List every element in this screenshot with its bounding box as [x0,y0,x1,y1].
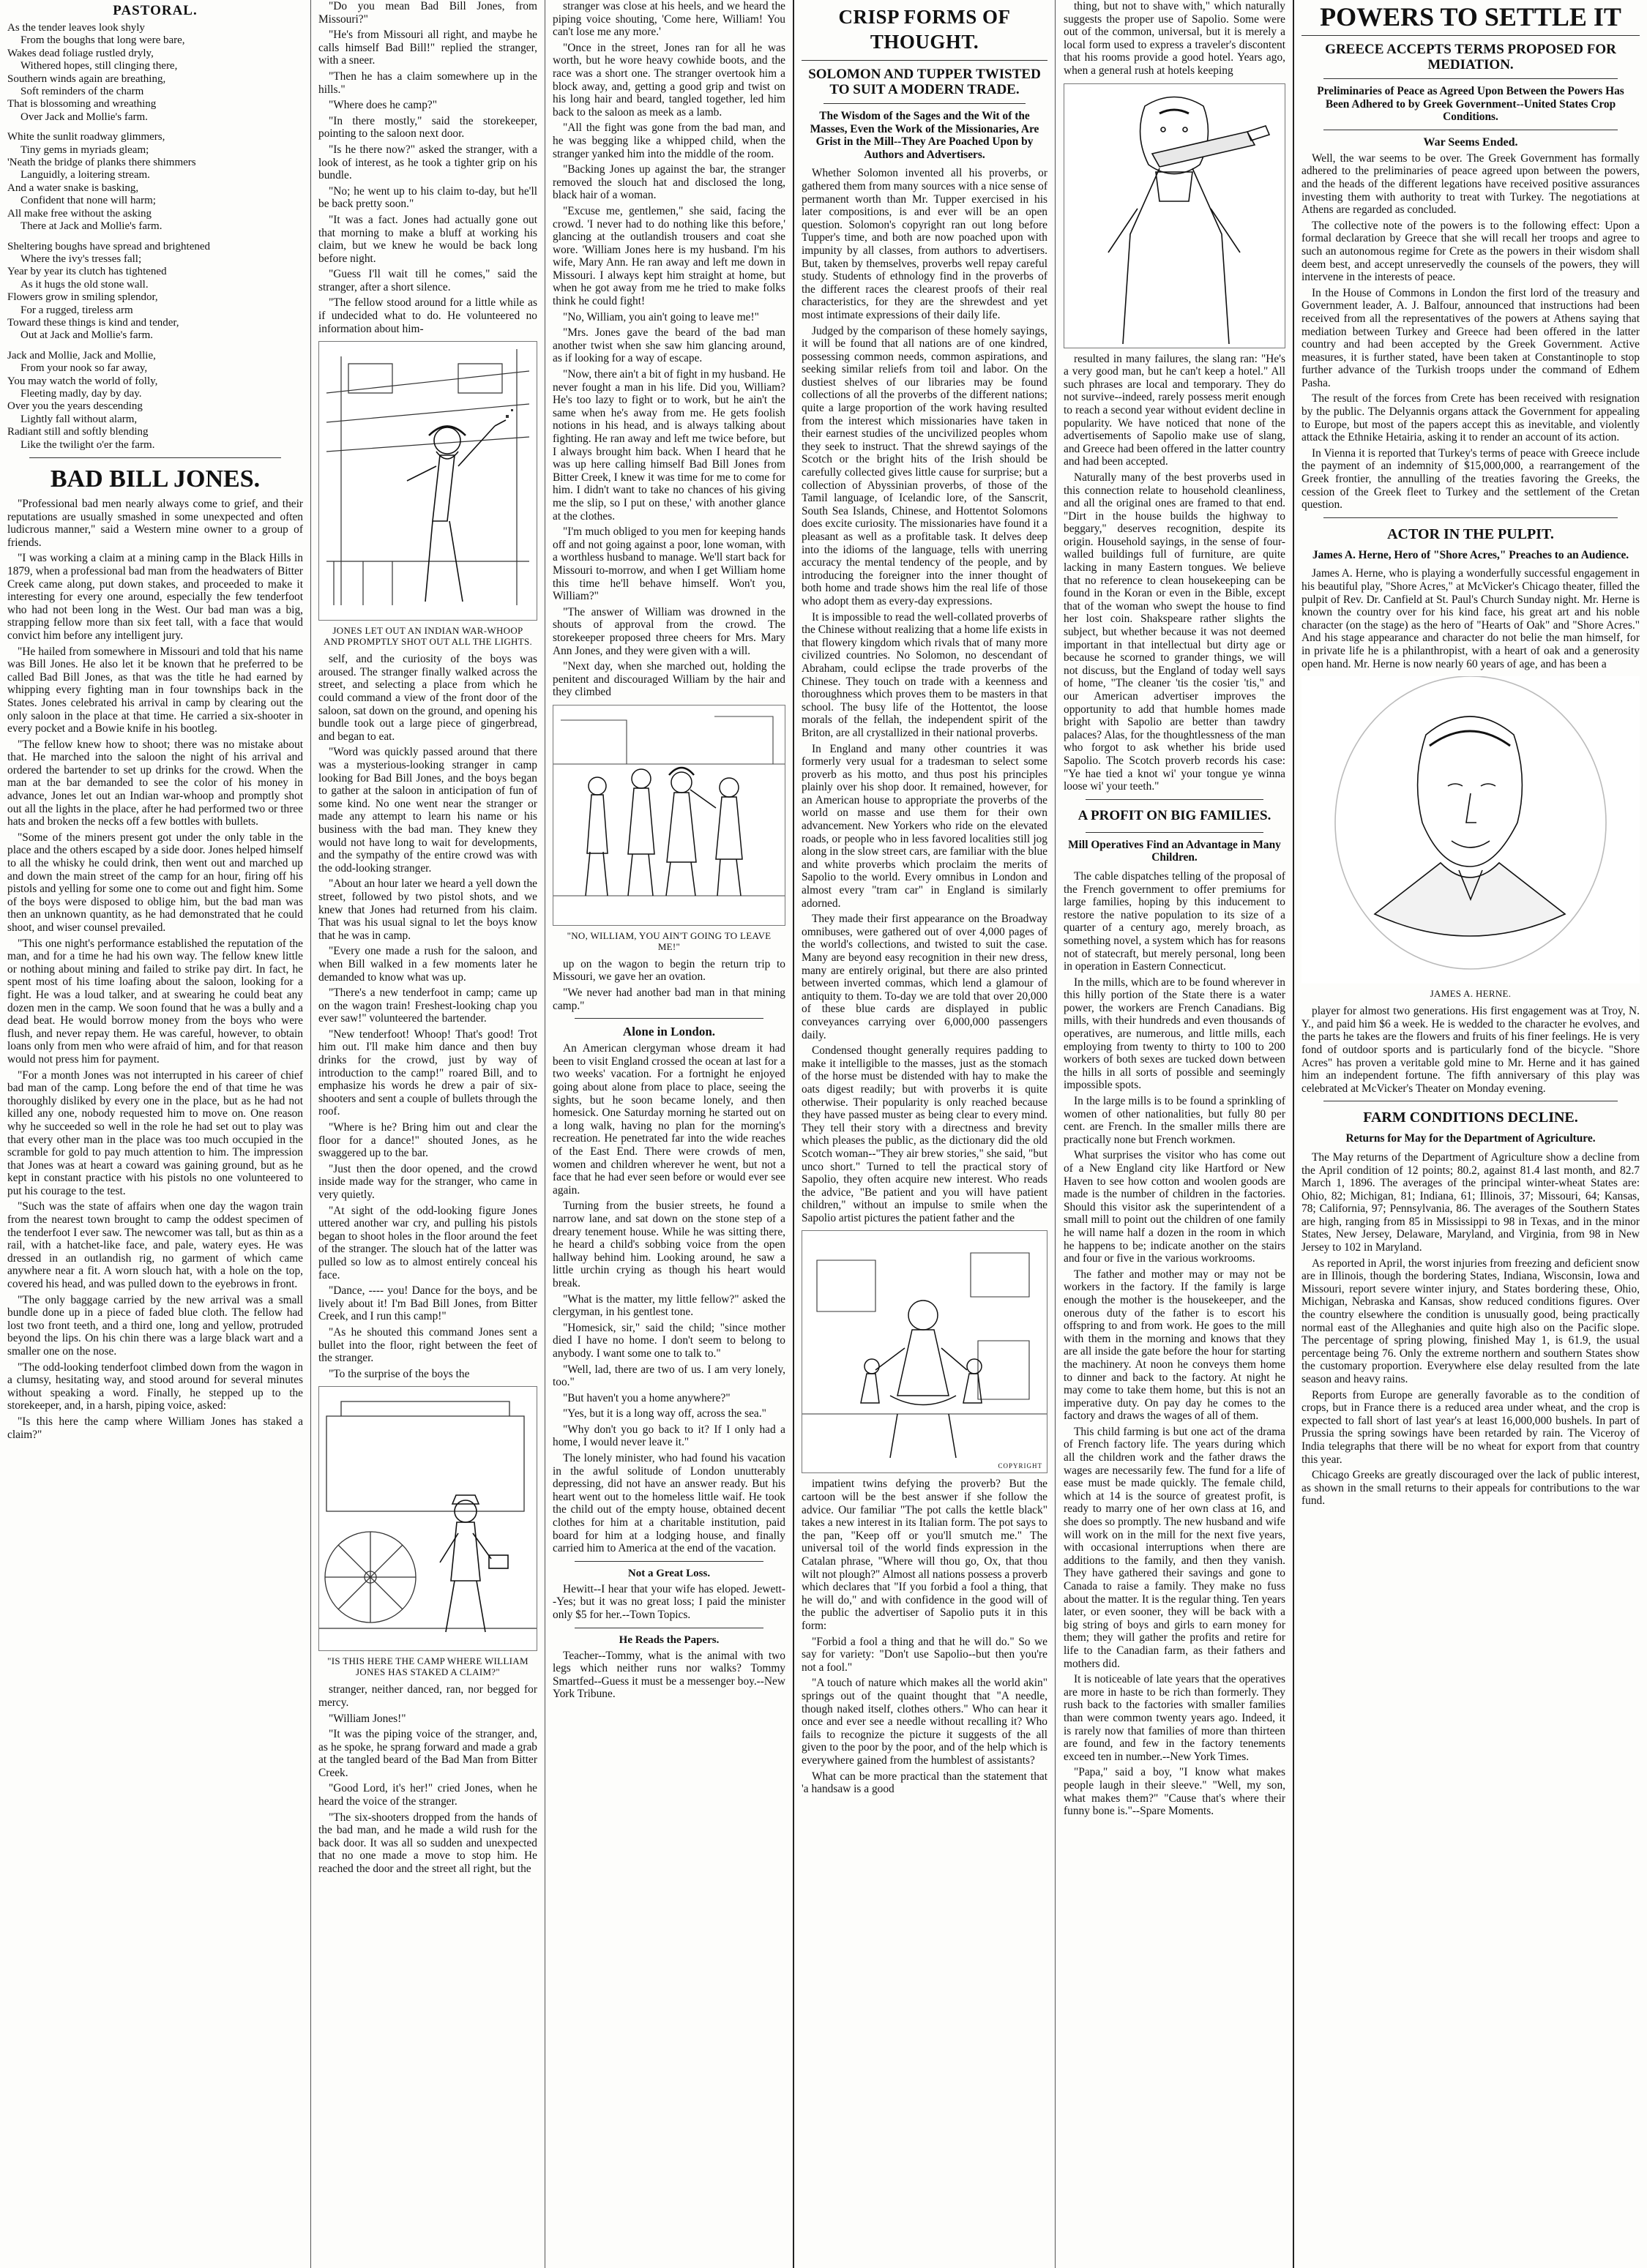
paragraph: "A touch of nature which makes all the world akin" springs out of the quaint thought that "A needle, though naked itself, clothes others." Who can hear it once and ever see a needle without recalling it? Who fails to recognize the picture it suggests of the all given to the poor by the poor, and of the help which is everywhere gained from the humblest of assistants? [802,1677,1047,1767]
illustration-caption: "NO, WILLIAM, YOU AIN'T GOING TO LEAVE ME!" [567,929,772,952]
paragraph: "It was the piping voice of the stranger, and, as he spoke, he sprang forward and made a grab at the tangled beard of the Bad Man from Bitter Creek. [318,1728,537,1779]
subhead-farm-conditions: Returns for May for the Department of Agriculture. [1345,1132,1596,1145]
section-title-great-loss: Not a Great Loss. [627,1567,711,1579]
paragraph: "As he shouted this command Jones sent a bullet into the floor, right between the feet of the stranger. [318,1325,537,1365]
article-text [802,167,1047,1224]
subdeck: The Wisdom of the Sages and the Wit of the Masses, Even the Work of the Missionaries, Are Grist in the Mill--They Are Poached Upon by Authors and Advertisers. [810,110,1039,161]
alone-in-london-text [553,1042,785,1555]
poem-line: There at Jack and Mollie's farm. [20,220,163,233]
illustration-caption: "IS THIS HERE THE CAMP WHERE WILLIAM JONES HAS STAKED A CLAIM?" [327,1655,529,1678]
subdeck: Preliminaries of Peace as Agreed Upon Between the Powers Has Been Adhered to by Greek Government--United States Crop Conditions. [1317,85,1624,124]
paragraph: "It was a fact. Jones had actually gone out that morning to make a bluff at working his claim, but we knew he would be back long before night. [318,213,537,265]
divider [1086,799,1263,800]
paragraph: "Dance, ---- you! Dance for the boys, and be lively about it! I'm Bad Bill Jones, from Bitter Creek, and I run this camp!" [318,1284,537,1323]
paragraph: "We never had another bad man in that mining camp." [553,987,785,1012]
story-title: BAD BILL JONES. [50,465,261,493]
paragraph: "Yes, but it is a long way off, across the sea." [563,1407,766,1421]
paragraph: The May returns of the Department of Agriculture show a decline from the April condition of 12 points; 80.2, against 81.4 last month, and 82.7 March 1, 1896. The averages of the principal winter-wheat States are: Ohio, 82; Michigan, 81; Indiana, 61; Illinois, 37; Missouri, 64; Kansas, 78; California, 97; Pennsylvania, 86. The averages of the Southern States are high, ranging from 85 in Mississippi to 98 in Texas, and in the minor States, New Jersey, Delaware, Maryland, and Virginia, from 98 in New Jersey to 102 in Maryland. [1301,1150,1640,1254]
section-title-alone-in-london: Alone in London. [622,1025,716,1039]
column-1 [0,0,310,2268]
poem-line: And a water snake is basking, [7,181,139,194]
paragraph: "Papa," said a boy, "I know what makes people laugh in their sleeve." "Well, my son, what makes them?" "Cause that's where their funny bone is."--Spare Moments. [1064,1766,1285,1818]
illustration-wagon-stranger [318,1386,537,1651]
poem-line: From the boughs that long were bare, [20,34,185,47]
poem-stanza [7,131,303,233]
paragraph: The result of the forces from Crete has been received with resignation by the public. The Delyannis organs attack the Government for appealing to Europe, but most of the papers accept this as inevitable, and violently attack the Ethnike Hetairia, asking it to render an account of its action. [1301,392,1640,444]
war-text [1301,152,1640,512]
poem-line: Tiny gems in myriads gleam; [20,143,149,156]
paragraph: "Is he there now?" asked the stranger, with a look of interest, as he took a tighter grip on his bundle. [318,143,537,182]
article-text-continued [802,1478,1047,1795]
story-text [7,498,303,1441]
paragraph: "The fellow knew how to shoot; there was no mistake about that. He marched into the saloon the night of his arrival and ordered the bartender to set up drinks for the crowd. When the man at the bar demanded to see the color of his money in advance, Jones let out an Indian war-whoop and promptly shot out all the lights in the place, after he had performed two or three hats and broken the necks off a few bottles with bullets. [7,738,303,828]
paragraph: As reported in April, the worst injuries from freezing and deficient snow are in Illinois, though the bordering States, Indiana, Wisconsin, Iowa and Missouri, report severe winter injury, and States bordering these, Ohio, Michigan, Nebraska and Kansas, show reduced conditions figures. Over the country elsewhere the condition is unusually good, being practically normal east of the Alleghanies and quite high also on the Pacific slope. The percentage of spring plowing, finished May 1, is 61.9, the usual percentage being 76. Only the extreme northern and southern States show the customary proportion. Everywhere else delay resulted from the late season and heavy rains. [1301,1257,1640,1385]
paragraph: "No, William, you ain't going to leave me!" [563,310,759,323]
poem-line: Jack and Mollie, Jack and Mollie, [7,349,156,362]
poem-line: Withered hopes, still clinging there, [20,60,178,72]
paragraph: "Why don't you go back to it? If I only had a home, I would never leave it." [553,1423,785,1449]
paragraph: Judged by the comparison of these homely sayings, it will be found that all nations are of one kindred, possessing common needs, common aspirations, and seeking similar reliefs from toil and labor. On the dustiest shelves of our libraries may be found collections of all the proverbs of the different nations; quite a large proportion of the work having resulted from the interest which missionaries have taken in their earnest studies of the uncivilized peoples whom they seek to instruct. That the shrewd sayings of the Scotch or the bright hits of the Irish should be carefully collected gives little cause for surprise; but a collection of Abyssinian proverbs, of those of the Tamil language, of Icelandic lore, of the Sanscrit, South Sea Islands, Chinese, and Hottentot Solomons does excite curiosity. The missionaries have found it a pleasant as well as a profitable task. It delves deep into the idioms of the language, tells with unerring accuracy the mental tendency of the people, and by introducing the foreigner into the inner thought of both home and trade shows him the real life of those who adopt them as every-day expressions. [802,324,1047,607]
divider [575,1561,763,1562]
poem-line: Sheltering boughs have spread and brightened [7,240,211,252]
divider [29,457,281,458]
poem-line: That is blossoming and wreathing [7,98,157,111]
poem-line: Confident that none will harm; [20,195,156,207]
paragraph: The father and mother may or may not be workers in the factory. If the family is large enough the mother is the housekeeper, and the onerous duty of the father is to escort his offspring to and from work. He goes to the mill with them in the morning and knows that they are all inside the gate before the hour for starting the machinery. At noon he conveys them home to dinner and back to the factory. At night he may come to take them home, but this is not an imperative duty. On pay day he comes to the factory and draws the wages of all of them. [1064,1268,1285,1423]
paragraph: "About an hour later we heard a yell down the street, followed by two pistol shots, and we knew that Jones had returned from his claim. That was his usual signal to let the boys know that he was in camp. [318,877,537,942]
paragraph: "Homesick, sir," said the child; "since mother died I have no home. I don't seem to belong to anybody. I want some one to talk to." [553,1321,785,1360]
column-2 [311,0,545,2268]
papers-text: Teacher--Tommy, what is the animal with two legs which neither runs nor walks? Tommy Smartfed--Guess it must be a messenger boy.--New York Tribune. [553,1649,785,1701]
poem-line: Wakes dead foliage rustled dryly, [7,47,154,59]
paragraph: "To the surprise of the boys the [329,1367,470,1380]
paragraph: Reports from Europe are generally favorable as to the condition of crops, but in France there is a reduced area under wheat, and the crop is expected to fall short of last year's at least 16,000,000 bushels. In part of Prussia the spring sowings have been retarded by rain. The Viceroy of India telegraphs that there will be no wheat for export from that country this year. [1301,1388,1640,1466]
paragraph: "New tenderfoot! Whoop! That's good! Trot him out. I'll make him dance and then buy drinks for the crowd, just by way of introduction to the camp!" roared Bill, and to emphasize his words he drew a pair of six-shooters and sent a couple of bullets through the roof. [318,1028,537,1118]
paragraph: impatient twins defying the proverb? But the cartoon will be the best answer if she follow the advice. Our familiar "The pot calls the kettle black" takes a new interest in its Italian form. The pot says to the pan, "Keep off or you'll smutch me." The universal toil of the world finds expression in the Catalan phrase, "Where will thou go, Ox, that thou wilt not plough?" Almost all nations possess a proverb which declares that "If you forbid a fool a thing, that he will do," and with confidence in the good will of the public the advertiser of Sapolio puts it in this form: [802,1478,1047,1632]
paragraph: This child farming is but one act of the drama of French factory life. The years during which all the children work and the father draws the wages are necessarily few. The fund for a life of ease must be made quickly. The female child, which at 14 is the source of greatest profit, is ready to marry one of her own class at 16, and she does so promptly. The new husband and wife will work on in the mill for the next five years, with occasional interruptions when there are additions to the family, and then they vanish. They have gathered their savings and gone to Canada to raise a family. They make no fuss about the matter. It is the regular thing. Ten years later, or even sooner, they will be back with a big string of boys and girls to earn money for them; they will gather the profits and retire for life to the Canadian farm, as their fathers and mothers did. [1064,1425,1285,1670]
poem-line: Fleeting madly, day by day. [20,387,142,400]
paragraph: "I was working a claim at a mining camp in the Black Hills in 1879, when a professional bad man from the headwaters of Bitter Creek came along, put down stakes, and proceeded to make it interesting for every one around, especially the few tenderfoot who had not been long in the West. Our bad man was a big, strapping fellow more than six feet tall, with a face that would convict him before any intelligent jury. [7,552,303,642]
copyright-mark: COPYRIGHT [998,1462,1042,1470]
divider [824,103,1026,104]
story-text-continued [318,0,537,335]
poem-line: Where the ivy's tresses fall; [20,252,142,265]
poem-line: 'Neath the bridge of planks there shimmers [7,157,196,169]
poem-line: Year by year its clutch has tightened [7,266,167,278]
paragraph: "All the fight was gone from the bad man, and he was begging like a whipped child, when the stranger yanked him into the middle of the room. [553,121,785,160]
paragraph: Naturally many of the best proverbs used in this connection relate to household cleanliness, and all the original ones are framed to that end. "Dirt in the house builds the highway to beggary," deserves recognition, despite its origin. Household sayings, in the sense of four-walled buildings full of furniture, are quite lacking in many Eastern tongues. We believe that no reference to clean housekeeping can be found in the Koran or even in the Bible, except that of the woman who swept the house to find her lost coin. Shakspeare rather slights the subject, but whether because it was not deemed important in that intellectual but dirty age or because he scorned to grander things, we will not discuss, but the England of today well says of home, "The cleaner 'tis the cosier 'tis," and our American advertiser improves the opportunity to add that humble homes made bright with Sapolio are better than tawdry palaces? Alas, for the thoughtlessness of the man who forgot to ask whether his bride used Sapolio. The Scotch proverb records his case: "Ye hae tied a knot wi' your tongue ye winna loose wi' your teeth." [1064,471,1285,793]
divider [1086,832,1263,833]
paragraph: It is impossible to read the well-collated proverbs of the Chinese without realizing that a home life exists in that flowery kingdom which rivals that of many more civilized countries. No Solomon, no descendant of Abraham, could eclipse the trade proverbs of the Chinese. They touch on trade with a keenness and thoroughness which proves them to be masters in that school. The busy life of the Hottentot, the loose morals of the fellah, the independent spirit of the Briton, are all crystallized in their national proverbs. [802,610,1047,739]
poem-line: Soft reminders of the charm [20,86,144,98]
paragraph: An American clergyman whose dream it had been to visit England crossed the ocean at last for a two weeks' vacation. For a fortnight he enjoyed going about alone from place to place, seeing the sights, but he soon became lonely, and then homesick. One Saturday morning he started out on a long walk, having no plan for the morning's recreation. He penetrated far into the wide reaches of the East End. There were crowds of men, women and children wherever he went, but not a face that he had ever seen before or would ever see again. [553,1042,785,1197]
poem-stanza [7,350,303,452]
paragraph: They made their first appearance on the Broadway omnibuses, were gathered out of over 4,000 pages of the world's collections, and twisted to suit the case. Many are beyond easy recognition in their new dress, many are entirely original, but there are also printed between inverted commas, which lend a glamour of antiquity to them. To-day we are told that over 20,000 of these blue cards are displayed in public conveyances carrying over 6,000,000 passengers daily. [802,913,1047,1041]
headline-profit-big-families: A PROFIT ON BIG FAMILIES. [1078,807,1271,823]
poem-stanza [7,241,303,343]
paragraph: self, and the curiosity of the boys was aroused. The stranger finally walked across the street, and selecting a place from which he could command a view of the front door of the saloon, sat down on the ground, and opening his bundle took out a large piece of gingerbread, and began to eat. [318,653,537,743]
paragraph: In the House of Commons in London the first lord of the treasury and Government leader, A. J. Balfour, announced that instructions had been received from all the representatives of the powers at Athens saying that mediation between Turkey and Greece had been offered in the latter country and had been accepted by the Greek Government. Active measures, it is further stated, have been taken at Constantinople to stop further advance of the Turkish troops under the command of Edhem Pasha. [1301,286,1640,389]
paragraph: What can be more practical than the statement that 'a handsaw is a good [802,1770,1047,1796]
paragraph: up on the wagon to begin the return trip to Missouri, we gave her an ovation. [553,957,785,984]
farm-text [1301,1151,1640,1508]
poem-title: PASTORAL. [113,3,198,18]
poem [7,22,303,452]
illustration-sapolio-cartoon [802,1230,1047,1473]
column-6 [1294,0,1647,2268]
poem-line: Languidly, a loitering stream. [20,169,150,181]
paragraph: "Guess I'll wait till he comes," said the stranger, after a short silence. [318,268,537,293]
subhead-actor-pulpit: James A. Herne, Hero of "Shore Acres," Preaches to an Audience. [1312,548,1629,561]
headline-powers-to-settle: POWERS TO SETTLE IT [1320,2,1621,31]
paragraph: In the large mills is to be found a sprinkling of women of other nationalities, but fully 80 per cent. are French. In the smaller mills there are practically none but French workmen. [1064,1095,1285,1146]
great-loss-text: Hewitt--I hear that your wife has eloped. Jewett--Yes; but it was no great loss; I paid the minister only $5 for her.--Town Topics. [553,1582,785,1621]
actor-text [1301,567,1640,670]
paragraph: James A. Herne, who is playing a wonderfully successful engagement in his beautiful play, "Shore Acres," at McVicker's Chicago theater, filled the pulpit of Rev. Dr. Canfield at St. Paul's Church Sunday night. Mr. Herne is known the country over for his kind face, his great art and his noble character (on the stage) as the hero of "Hearts of Oak" and "Shore Acres." And his stage appearance and character do not belie the man himself, for in private life he is a philanthropist, with a heart of oak and a generosity open hand. Mr. Herne is now nearly 60 years of age, and has been a [1301,567,1640,670]
deck: SOLOMON AND TUPPER TWISTED TO SUIT A MODERN TRADE. [808,67,1041,97]
paragraph: "For a month Jones was not interrupted in his career of chief bad man of the camp. Long before the end of that time he was thoroughly disliked by every one in the place, but as he had not killed any one, nobody requested him to move on. One reason why he succeeded so well in the role he had set out to play was that every other man in the place was too much occupied in the scramble for gold to pay much attention to him. The impression that Jones was at heart a coward was gaining ground, but as he kept in constant practice with his pistols no one volunteered to put his courage to the test. [7,1068,303,1197]
paragraph: "The answer of William was drowned in the shouts of approval from the crowd. The storekeeper proposed three cheers for Mrs. Mary Ann Jones, and they were given with a will. [553,605,785,657]
paragraph: Turning from the busier streets, he found a narrow lane, and sat down on the stone step of a dreary tenement house. While he was sitting there, he heard a child's sobbing voice from the open hallway behind him. Looking around, he saw a little urchin crying as though his heart would break. [553,1200,785,1290]
paragraph: player for almost two generations. His first engagement was at Troy, N. Y., and paid him $6 a week. He is wedded to the character he evolves, and the parts he takes are the flowers and fruits of his finer feelings. He is very fond of outdoor sports and is particularly fond of the bicycle. "Shore Acres" has proven a veritable gold mine to Mr. Herne and it has gained him an independent fortune. The fifth anniversary of this play was celebrated at McVicker's Theater on Monday evening. [1301,1005,1640,1095]
paragraph: stranger, neither danced, ran, nor begged for mercy. [318,1683,537,1709]
actor-text-continued [1301,1005,1640,1095]
divider [1323,78,1618,79]
paragraph: "Good Lord, it's her!" cried Jones, when he heard the voice of the stranger. [318,1782,537,1808]
paragraph: "I'm much obliged to you men for keeping hands off and not going against a poor, lone woman, with a worthless husband to manage. We'll start back for Missouri to-morrow, and when I get William home this time he'll behave himself. Won't you, William?" [553,525,785,603]
paragraph: "Professional bad men nearly always come to grief, and their reputations are usually smashed in some unexpected and often ludicrous manner," said a Western mine owner to a group of friends. [7,498,303,549]
paragraph: In the mills, which are to be found wherever in this hilly portion of the State there is a water power, the workers are French Canadians. Big mills, with their hundreds and even thousands of operatives, are numerous, and little mills, each employing from twenty to thirty to 100 to 200 workers of both sexes are tucked down between the hills in all sorts of possible and seemingly impossible spots. [1064,976,1285,1092]
paragraph: "Once in the street, Jones ran for all he was worth, but he wore heavy cowhide boots, and the race was a short one. The stranger overtook him a block away, and, getting a good grip and twist on his long hair and beard, tangled together, led him back to the saloon as meek as a lamb. [553,41,785,119]
article-text-continued [1064,353,1285,793]
article-text-continued [1064,0,1285,78]
poem-line: Lightly fall without alarm, [20,413,138,425]
paragraph: Whether Solomon invented all his proverbs, or gathered them from many sources with a nice sense of permanent worth than Mr. Tupper exercised in his later compositions, is and ever will be an open question. Solomon's copyright ran out long before Tupper's time, and both are now poached upon with impunity by all classes, from authors to advertisers. But, taken by themselves, proverbs well repay careful study. Students of ethnology find in the proverbs of the different races the clearest proofs of their real characteristics, for they are the shrewdest and yet most intimate expressions of their daily life. [802,167,1047,321]
deck: GREECE ACCEPTS TERMS PROPOSED FOR MEDIATION. [1325,42,1616,72]
column-4 [794,0,1055,2268]
paragraph: "Where is he? Bring him out and clear the floor for a dance!" shouted Jones, as he swaggered up to the bar. [318,1121,537,1160]
paragraph: "What is the matter, my little fellow?" asked the clergyman, in his gentlest tone. [553,1292,785,1319]
poem-line: Radiant still and softly blending [7,426,149,438]
paragraph: The lonely minister, who had found his vacation in the awful solitude of London unutterably depressing, did not have an answer ready. But his heart went out to the homeless little waif. He took the child out of the empty house, obtained decent clothes for him at a charitable institution, paid board for him at a lodging house, and finally carried him to America at the end of the vacation. [553,1452,785,1555]
divider [575,1018,763,1019]
poem-stanza [7,22,303,124]
profit-text [1064,870,1285,1818]
paragraph: thing, but not to shave with," which naturally suggests the proper use of Sapolio. Some were out of the common, universal, but it is merely a local form used to express a traveler's discontent that his rooms provide a good hotel. Years ago, when a general rush at hotels keeping [1064,0,1285,77]
paragraph: In England and many other countries it was formerly very usual for a tradesman to select some proverb as his motto, and thus post his principles plainly over his shop door. It remained, however, for an American house to appropriate the proverbs of the world on masse and use them for their own advancement. New Yorkers who ride on the elevated roads, or people who in less favored localities still jog along in the slow street cars, are familiar with the blue and white proverbs which proclaim the merits of Sapolio to the world. Every omnibus in London and almost every "tram car" in England is similarly adorned. [802,742,1047,910]
illustration-wife-and-husband [553,705,785,926]
paragraph: "Well, lad, there are two of us. I am very lonely, too." [553,1363,785,1389]
divider [1301,35,1640,36]
paragraph: "Excuse me, gentlemen," she said, facing the crowd. 'I never had to do nothing like this before,' glancing at the outlandish trousers and coat she wore. 'William Jones here is my husband. I'm his wife, Mary Ann. He ran away and left me down in Missouri. I always kept him straight at home, but when he got away from me he tried to make folks think he could fight! [553,204,785,308]
paragraph: "Mrs. Jones gave the beard of the bad man another twist when she saw him glancing around, as if looking for a way of escape. [553,326,785,365]
paragraph: "Where does he camp?" [329,99,438,112]
poem-line: Toward these things is kind and tender, [7,316,179,329]
column-3 [545,0,793,2268]
paragraph: "William Jones!" [329,1712,406,1725]
paragraph: "Next day, when she marched out, holding the penitent and discouraged William by the hair and they climbed [553,660,785,699]
headline-actor-pulpit: ACTOR IN THE PULPIT. [1387,525,1554,542]
paragraph: "He hailed from somewhere in Missouri and told that his name was Bill Jones. He also let it be known that he preferred to be called Bad Bill Jones, as that was the title he had earned by whipping every fighting man in four townships back in the States. Jones celebrated his arrival in camp by clearing out the only saloon in the place at that time. He carried a six-shooter in every pocket and a Bowie knife in his bootleg. [7,645,303,736]
paragraph: stranger was close at his heels, and we heard the piping voice shouting, 'Come here, William! You can't lose me any more.' [553,0,785,39]
paragraph: "Now, there ain't a bit of fight in my husband. He never fought a man in his life. Did you, William? He's too lazy to fight or to work, but he ain't the same when he's away from me. He gets foolish notions in his head, and is always talking about fighting. He ran away and left me twice before, but I always brought him back. When I heard that he was up here calling himself Bad Bill Jones from Bitter Creek, I knew it was time for me to come for him. I didn't want to take no chances of his giving me the slip, so I put on these,' with another glance at the clothes. [553,368,785,523]
paragraph: "Every one made a rush for the saloon, and when Bill walked in a few moments later he demanded to know what was up. [318,945,537,984]
paragraph: "This one night's performance established the reputation of the man, and for a time he had his own way. The fellow knew little or nothing about mining and failed to strike pay dirt. In fact, he spent most of his time loafing about the saloon, looking for a fight. He was a loud talker, and at swearing he could beat any dozen men in the camp. We soon found that he was a bully and a dead beat. He would borrow money from the boys who were flush, and never repay them. He was careful, however, to obtain loans only from men who were afraid of him, and for that reason would not press him for payment. [7,937,303,1066]
paragraph: "But haven't you a home anywhere?" [563,1391,731,1404]
paragraph: In Vienna it is reported that Turkey's terms of peace with Greece include the payment of an indemnity of $15,000,000, a rearrangement of the Greek frontier, the annulling of the treaties favoring the Greeks, the cession of the Greek fleet to Turkey and the settlement of the Cretan question. [1301,446,1640,512]
poem-line: Over Jack and Mollie's farm. [20,111,148,123]
story-text-continued [553,0,785,699]
paragraph: resulted in many failures, the slang ran: "He's a very good man, but he can't keep a hotel." All such phrases are local and temporary. They do not survive--indeed, rarely possess merit enough to reach a second year without evident decline in popularity. We have noticed that none of the advertisements of Sapolio make use of slang, and Greece had been offered in the latter country and had been accepted. [1064,352,1285,468]
paragraph: It is noticeable of late years that the operatives are more in haste to be rich than formerly. They rush back to the factories with smaller families than were common twenty years ago. Indeed, it is rarely now that families of more than thirteen are found, and few in the factory tenements exceed ten in number.--New York Times. [1064,1673,1285,1763]
poem-line: All make free without the asking [7,207,152,220]
poem-line: As it hugs the old stone wall. [20,278,149,291]
paragraph: The cable dispatches telling of the proposal of the French government to offer premiums for large families, hoping by this inducement to restore the native population to its size of a quarter of a century ago, merely broach, as something novel, a system which has for reasons not of statecraft, but merely personal, long been in operation in Eastern Connecticut. [1064,869,1285,973]
story-text-continued [553,958,785,1012]
paragraph: "Do you mean Bad Bill Jones, from Missouri?" [318,0,537,26]
paragraph: "Such was the state of affairs when one day the wagon train from the nearest town brought to camp the oddest specimen of the tenderfoot I ever saw. The newcomer was tall, but as thin as a rail, with a hatchet-like face, and pale, watery eyes. He was dressed in an outlandish rig, no garment of which came anywhere near a fit. A worn slouch hat, with a hole on the top, covered his head, and was pulled down to the eyebrows in front. [7,1200,303,1291]
column-rule [1055,0,1056,2268]
poem-line: From your nook so far away, [20,362,148,375]
paragraph: "He's from Missouri all right, and maybe he calls himself Bad Bill!" replied the stranger, with a sneer. [318,29,537,67]
paragraph: "Forbid a fool a thing and that he will do." So we say for variety: "Don't use Sapolio--but then you're not a fool." [802,1635,1047,1674]
poem-line: Out at Jack and Mollie's farm. [20,329,153,342]
paragraph: "Word was quickly passed around that there was a mysterious-looking stranger in camp looking for Bad Bill Jones, and the boys began to gather at the saloon in anticipation of fun of some kind. No one went near the stranger or made any attempt to learn his name or his business with the bad man. They knew they would not have long to wait for developments, and the sympathy of the entire crowd was with the odd-looking stranger. [318,746,537,875]
headline-farm-conditions: FARM CONDITIONS DECLINE. [1363,1109,1578,1126]
paragraph: The collective note of the powers is to the following effect: Upon a formal declaration by Greece that she will recall her troops and agree to such an autonomous regime for Crete as the powers in their wisdom shall deem best, and accept unreservedly the counsels of the powers, they will intervene in the interests of peace. [1301,219,1640,284]
poem-line: For a rugged, tireless arm [20,304,133,316]
paragraph: "No; he went up to his claim to-day, but he'll be back pretty soon." [318,184,537,211]
divider [1323,517,1618,518]
story-text-continued [318,1683,537,1875]
poem-line: Southern winds again are breathing, [7,72,166,85]
paragraph: "Is this here the camp where William Jones has staked a claim?" [7,1415,303,1441]
section-title-papers: He Reads the Papers. [619,1633,720,1646]
paragraph: "The fellow stood around for a little while as if undecided what to do. He volunteered no information about him- [318,296,537,335]
illustration-saloon-shooting [318,341,537,621]
paragraph: "Some of the miners present got under the only table in the place and the others escaped by a side door. Jones helped himself to all the whisky he could drink, then went out and marched up and down the main street of the camp for an hour, firing off his pistols and yelling for some one to come out and fight him. Some of the boys were disposed to oblige him, but the bad man was then an unknown quantity, as he had demonstrated that he could shoot, and wiser counsel prevailed. [7,831,303,934]
paragraph: "Backing Jones up against the bar, the stranger removed the slouch hat and disclosed the long, black hair of a woman. [553,163,785,202]
portrait-james-herne [1301,676,1640,984]
poem-line: Over you the years descending [7,400,143,413]
portrait-caption: JAMES A. HERNE. [1430,988,1512,1000]
poem-line: Like the twilight o'er the farm. [20,438,155,451]
paragraph: Condensed thought generally requires padding to make it intelligible to the masses, just as the stomach of the horse must be distended with hay to make the oats digest readily; but with proverbs it is quite otherwise. Their popularity is only reached because they have passed muster as being clear to every mind. They tell their story with a directness and brevity which pleases the public, as the dictionary did the old Scotch woman--"They air brew stories," she said, "but unco short." Turned to tell the practical story of Sapolio, they often acquire new interest. Who reads the advice, "Be patient and you will have patient children," without an impulse to smile when the Sapolio artist pictures the patient father and the [802,1044,1047,1224]
paragraph: "The only baggage carried by the new arrival was a small bundle done up in a piece of faded blue cloth. The fellow had lost two front teeth, and a third one, long and yellow, protruded beyond the lips. On his chin there was a large black wart and a smaller one on the nose. [7,1293,303,1358]
paragraph: "The six-shooters dropped from the hands of the bad man, and he made a wild rush for the back door. It was all so sudden and unexpected that no one made a move to stop him. He reached the door and the street all right, but the [318,1811,537,1876]
paragraph: "In there mostly," said the storekeeper, pointing to the saloon next door. [318,114,537,141]
paragraph: "The odd-looking tenderfoot climbed down from the wagon in a clumsy, hesitating way, and stood around for several minutes without speaking a word. Finally, he stepped up to the storekeeper, and, in a harsh, piping voice, asked: [7,1361,303,1412]
story-text-continued [318,653,537,1380]
headline-crisp-forms: CRISP FORMS OF THOUGHT. [838,6,1011,53]
paragraph: What surprises the visitor who has come out of a New England city like Hartford or New Haven to see how cotton and woolen goods are made is the number of children in the factories. Should this visitor ask the superintendent of a small mill to point out the children of one family he will name half a dozen in the room in which he happens to be; indicate another on the stairs and four or five in the various workrooms. [1064,1149,1285,1265]
section-title-war-ended: War Seems Ended. [1423,135,1518,149]
illustration-caption: JONES LET OUT AN INDIAN WAR-WHOOP AND PROMPTLY SHOT OUT ALL THE LIGHTS. [323,625,533,648]
divider [802,60,1047,61]
poem-line: White the sunlit roadway glimmers, [7,131,165,143]
paragraph: Chicago Greeks are greatly discouraged over the lack of public interest, as shown in the small returns to their appeals for contributions to the war fund. [1301,1469,1640,1508]
column-5 [1056,0,1293,2268]
illustration-man-shaving [1064,83,1285,348]
paragraph: "At sight of the odd-looking figure Jones uttered another war cry, and pulling his pistols began to shoot holes in the floor around the feet of the stranger. The slouch hat of the latter was pulled so low as to almost entirely conceal his face. [318,1204,537,1281]
subhead-profit-big-families: Mill Operatives Find an Advantage in Many Children. [1068,838,1281,864]
poem-line: Flowers grow in smiling splendor, [7,291,158,304]
paragraph: "Just then the door opened, and the crowd inside made way for the stranger, who came in very quietly. [318,1162,537,1201]
poem-line: As the tender leaves look shyly [7,22,145,34]
paragraph: Well, the war seems to be over. The Greek Government has formally adhered to the preliminaries of peace agreed upon between the powers, and the heads of the different legations have received positive assurances investing them with authority to treat with Turkey. The negotiations at Athens are regarded as concluded. [1301,151,1640,217]
paragraph: "Then he has a claim somewhere up in the hills." [318,70,537,96]
poem-line: You may watch the world of folly, [7,375,158,387]
paragraph: "There's a new tenderfoot in camp; came up on the wagon train! Freshest-looking chap you ever saw!" volunteered the bartender. [318,987,537,1025]
